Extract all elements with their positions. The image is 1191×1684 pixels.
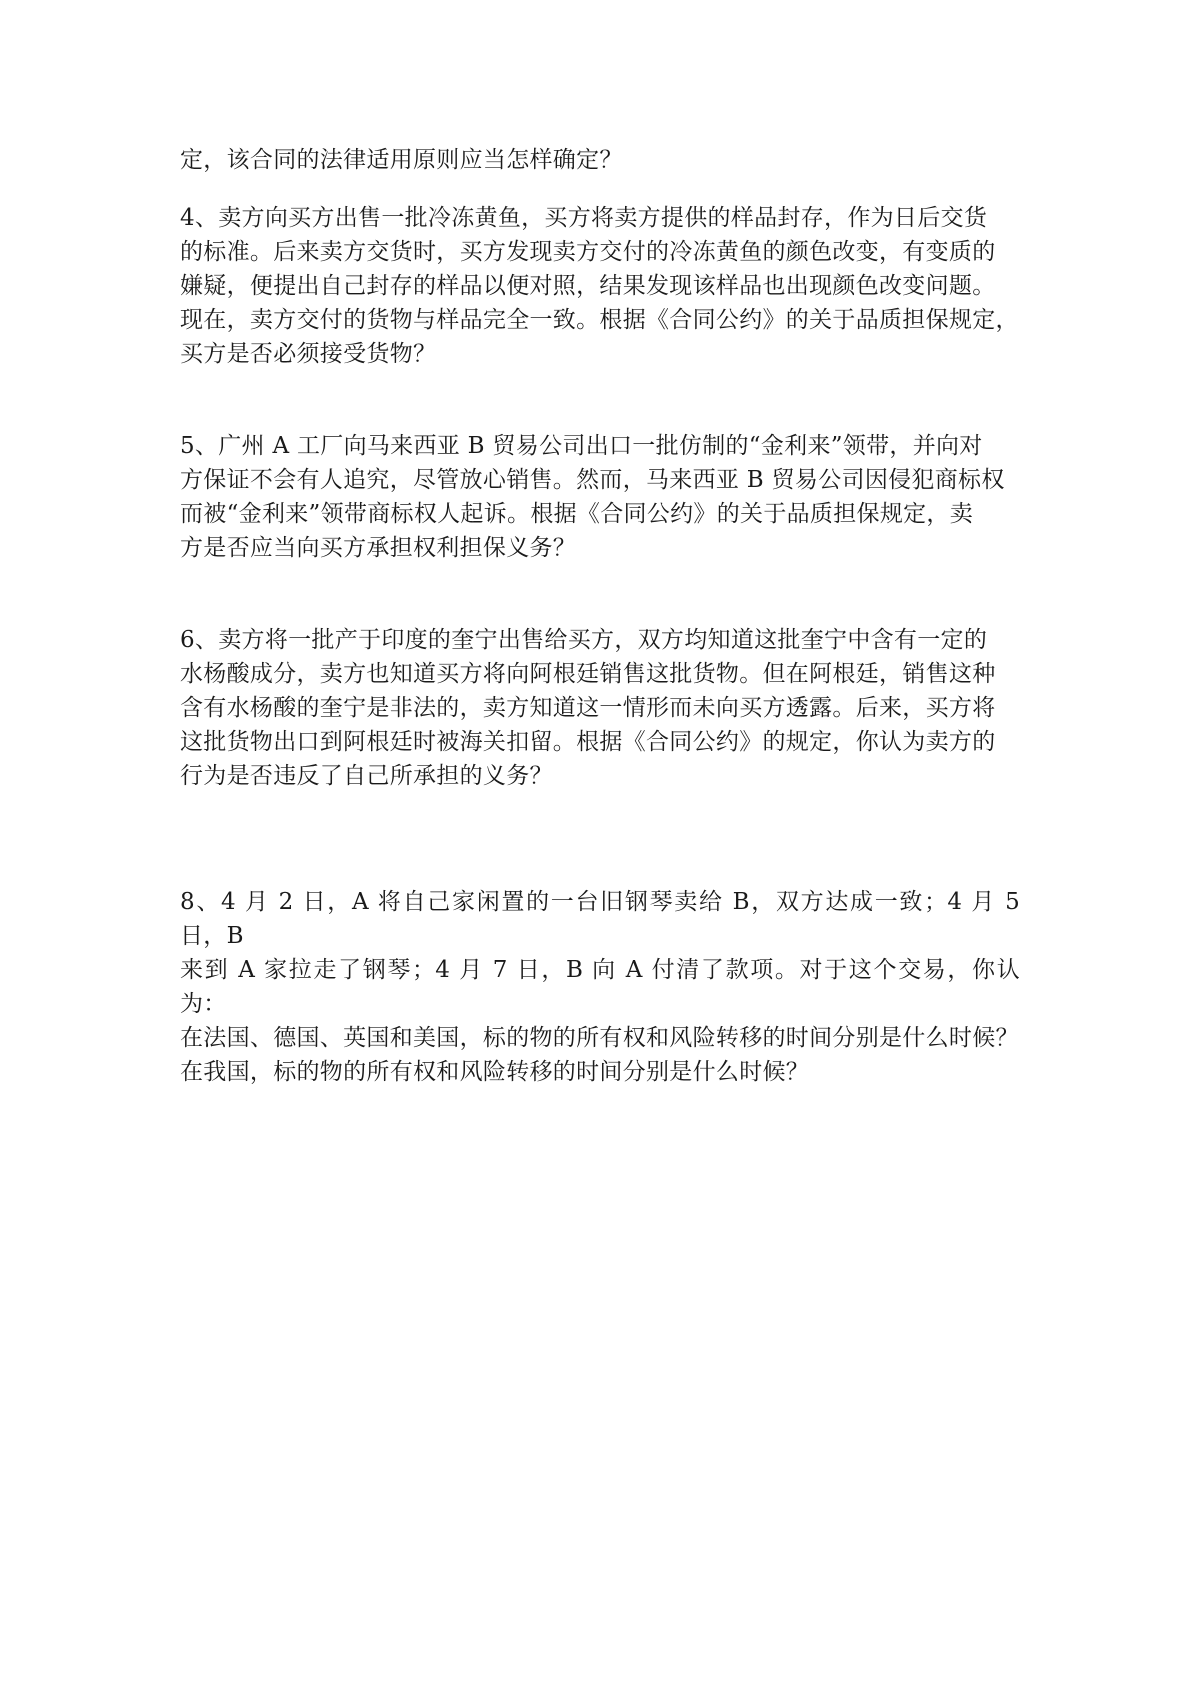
question-4	[180, 201, 1020, 371]
text-line: 5、广州 A 工厂向马来西亚 B 贸易公司出口一批仿制的“金利来”领带，并向对	[180, 433, 983, 459]
text-line: 现在，卖方交付的货物与样品完全一致。根据《合同公约》的关于品质担保规定，	[180, 307, 1019, 333]
text-line: 行为是否违反了自己所承担的义务？	[180, 763, 553, 789]
text-line: 在法国、德国、英国和美国，标的物的所有权和风险转移的时间分别是什么时候？	[180, 1025, 1019, 1051]
text-line: 6、卖方将一批产于印度的奎宁出售给买方，双方均知道这批奎宁中含有一定的	[180, 627, 988, 653]
paragraph-continuation	[180, 143, 1020, 177]
question-6	[180, 623, 1020, 793]
text-line: 方保证不会有人追究，尽管放心销售。然而，马来西亚 B 贸易公司因侵犯商标权	[180, 467, 1005, 493]
text-line: 8、4 月 2 日，A 将自己家闲置的一台旧钢琴卖给 B，双方达成一致；4 月 5 日，B	[180, 889, 1020, 949]
text-line: 水杨酸成分，卖方也知道买方将向阿根廷销售这批货物。但在阿根廷，销售这种	[180, 661, 996, 687]
question-8	[180, 885, 1020, 1089]
text-line: 在我国，标的物的所有权和风险转移的时间分别是什么时候？	[180, 1059, 810, 1085]
text-line: 方是否应当向买方承担权利担保义务？	[180, 535, 577, 561]
text-line: 买方是否必须接受货物？	[180, 341, 437, 367]
text-line: 4、卖方向买方出售一批冷冻黄鱼，买方将卖方提供的样品封存，作为日后交货	[180, 205, 988, 231]
question-5	[180, 429, 1020, 565]
text-line: 含有水杨酸的奎宁是非法的，卖方知道这一情形而未向买方透露。后来，买方将	[180, 695, 996, 721]
text-line: 定，该合同的法律适用原则应当怎样确定？	[180, 147, 623, 173]
text-line: 嫌疑，便提出自己封存的样品以便对照，结果发现该样品也出现颜色改变问题。	[180, 273, 996, 299]
document-page	[180, 143, 1020, 1089]
text-line: 而被“金利来”领带商标权人起诉。根据《合同公约》的关于品质担保规定，卖	[180, 501, 974, 527]
text-line: 这批货物出口到阿根廷时被海关扣留。根据《合同公约》的规定，你认为卖方的	[180, 729, 996, 755]
text-line: 来到 A 家拉走了钢琴；4 月 7 日，B 向 A 付清了款项。对于这个交易，你认为：	[180, 957, 1020, 1017]
text-line: 的标准。后来卖方交货时，买方发现卖方交付的冷冻黄鱼的颜色改变，有变质的	[180, 239, 996, 265]
